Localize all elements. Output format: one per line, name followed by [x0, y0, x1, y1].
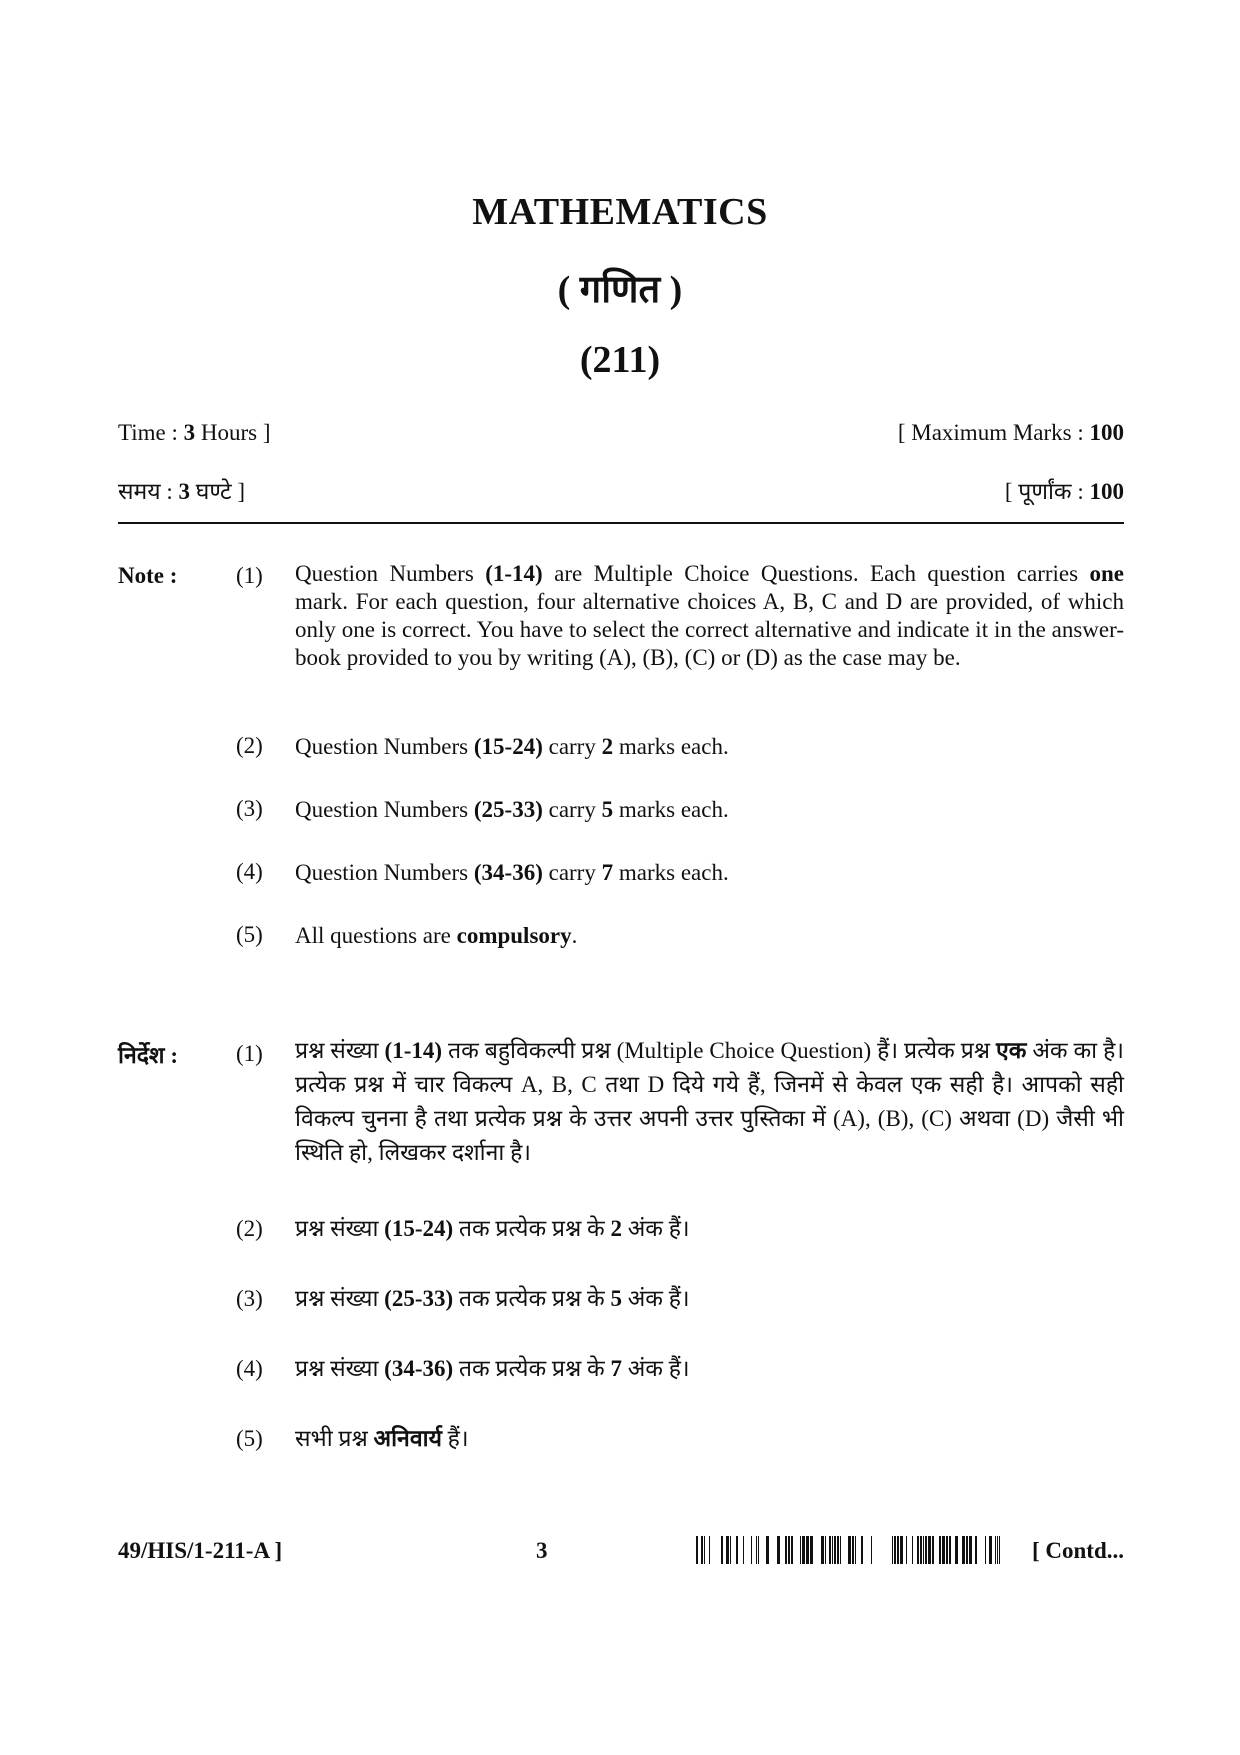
- note-item-2: Question Numbers (15-24) carry 2 marks each.: [295, 734, 729, 759]
- note-item-3: Question Numbers (25-33) carry 5 marks each.: [295, 797, 729, 822]
- max-marks-english: [ Maximum Marks : 100: [897, 420, 1124, 445]
- note-number: (2): [236, 733, 263, 758]
- nirdesh-label: निर्देश :: [118, 1043, 178, 1068]
- note-number: (3): [236, 1286, 263, 1311]
- contd-label: [ Contd...: [1031, 1538, 1124, 1563]
- barcode-icon: [696, 1536, 1010, 1564]
- note-number: (5): [236, 922, 263, 947]
- nirdesh-item-3: प्रश्न संख्या (25-33) तक प्रत्येक प्रश्न के 5 अंक हैं।: [295, 1286, 690, 1311]
- subject-code: (211): [579, 339, 661, 381]
- note-item-4: Question Numbers (34-36) carry 7 marks each.: [295, 860, 729, 885]
- subject-title-english: MATHEMATICS: [472, 191, 768, 233]
- note-number: (3): [236, 796, 263, 821]
- paper-code: 49/HIS/1-211-A ]: [118, 1538, 283, 1563]
- note-number: (4): [236, 859, 263, 884]
- page-number: 3: [536, 1538, 548, 1563]
- note-item-5: All questions are compulsory.: [295, 923, 578, 948]
- max-marks-hindi: [ पूर्णांक : 100: [1004, 479, 1124, 504]
- note-number: (1): [236, 563, 263, 588]
- nirdesh-item-1: प्रश्न संख्या (1-14) तक बहुविकल्पी प्रश्न (Multiple Choice Question) हैं। प्रत्येक प्रश्न एक अंक का है। प्रत्येक प्रश्न में चार विकल्प A, B, C तथा D दिये गये हैं, जिनमें से केवल एक सही है। आपको सही विकल्प चुनना है तथा प्रत्येक प्रश्न के उत्तर अपनी उत्तर पुस्तिका में (A), (B), (C) अथवा (D) जैसी भी स्थिति हो, लिखकर दर्शाना है।: [295, 1038, 1125, 1165]
- subject-title-hindi: ( गणित ): [557, 269, 683, 311]
- note-label: Note :: [118, 563, 178, 588]
- note-number: (1): [236, 1041, 263, 1066]
- time-english: Time : 3 Hours ]: [118, 420, 271, 445]
- nirdesh-item-5: सभी प्रश्न अनिवार्य हैं।: [295, 1426, 469, 1451]
- header-divider: [118, 522, 1124, 524]
- note-number: (5): [236, 1426, 263, 1451]
- time-hindi: समय : 3 घण्टे ]: [118, 479, 246, 504]
- note-item-1: Question Numbers (1-14) are Multiple Choice Questions. Each question carries one mark. For each question, four alternative choices A, B, C and D are provided, of which only one is correct. You have to select the correct alternative and indicate it in the answer-book provided to you by writing (A), (B), (C) or (D) as the case may be.: [295, 561, 1124, 670]
- nirdesh-item-4: प्रश्न संख्या (34-36) तक प्रत्येक प्रश्न के 7 अंक हैं।: [295, 1356, 690, 1381]
- nirdesh-item-2: प्रश्न संख्या (15-24) तक प्रत्येक प्रश्न के 2 अंक हैं।: [295, 1216, 690, 1241]
- note-number: (2): [236, 1216, 263, 1241]
- note-number: (4): [236, 1356, 263, 1381]
